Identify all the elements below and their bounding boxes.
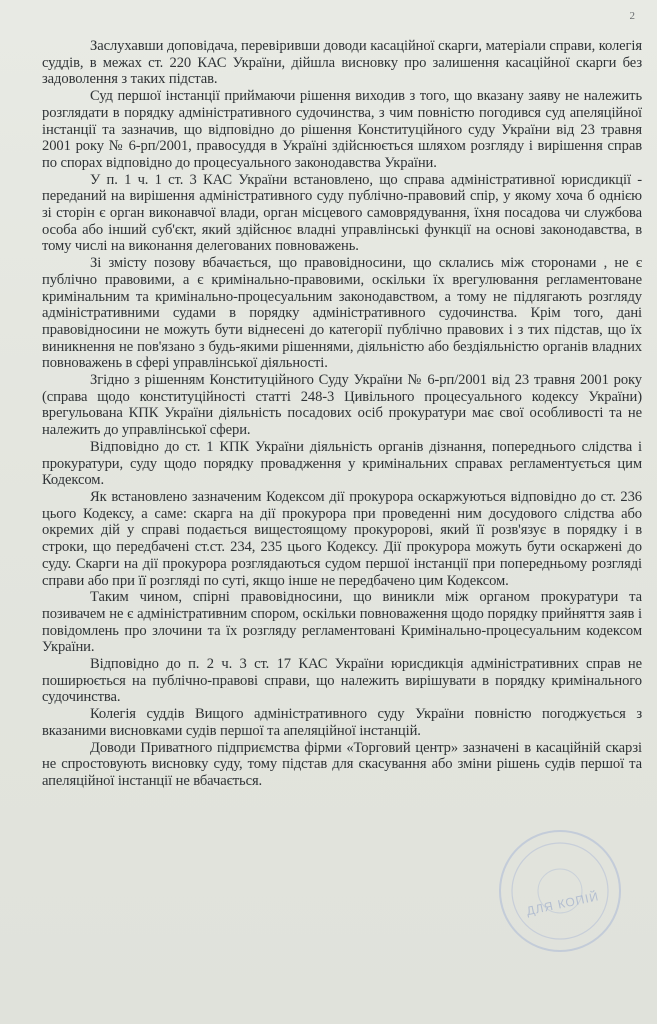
paragraph-prosecutor-actions: Як встановлено зазначеним Кодексом дії прокурора оскаржуються відповідно до ст. 236 цього Кодексу, а саме: скарга на дії прокурора при проведенні ним досудового слідства або окремих дій у справі подається вищестоящому прокуророві, який її розв'язує в порядку і в строки, що передбачені ст.ст. 234, 235 цього Кодексу. Дії прокурора можуть бути оскаржені до суду. Скарги на дії прокурора розглядаються судом першої інстанції при попередньому розгляді справи або при її розгляді по суті, якщо інше не передбачено цим Кодексом.	[42, 488, 642, 589]
paragraph-constitutional-court: Згідно з рішенням Конституційного Суду України № 6-рп/2001 від 23 травня 2001 року (справа щодо конституційності статті 248-3 Цивільного процесуального кодексу України) врегульована КПК України діяльність посадових осіб прокуратури має свої особливості та не належить до управлінської сфери.	[42, 372, 642, 439]
paragraph-kpk-article-1: Відповідно до ст. 1 КПК України діяльність органів дізнання, попереднього слідства і прокуратури, суду щодо порядку провадження у кримінальних справах регламентується цим Кодексом.	[42, 438, 642, 489]
stamp-text: ДЛЯ КОПІЙ	[525, 889, 601, 919]
stamp-seal-icon	[495, 826, 625, 956]
paragraph-kas-article-17: Відповідно до п. 2 ч. 3 ст. 17 КАС України юрисдикція адміністративних справ не поширюється на публічно-правові справи, що належить вирішувати в порядку кримінального судочинства.	[42, 656, 642, 706]
paragraph-appeal-arguments: Доводи Приватного підприємства фірми «Торговий центр» зазначені в касаційній скарзі не спростовують висновку суду, тому підстав для скасування або зміни рішень судів першої та апеляційної інстанції не вбачається.	[42, 739, 642, 789]
paragraph-hearing: Заслухавши доповідача, перевіривши доводи касаційної скарги, матеріали справи, колегія суддів, в межах ст. 220 КАС України, дійшла висновку про залишення касаційної скарги без задоволення з таких підстав.	[42, 38, 642, 88]
paragraph-kas-article-3: У п. 1 ч. 1 ст. 3 КАС України встановлено, що справа адміністративної юрисдикції - переданий на вирішення адміністративного суду публічно-правовий спір, у якому хоча б однією зі сторін є орган виконавчої влади, орган місцевого самоврядування, їхня посадова чи службова особа або інший суб'єкт, який здійснює владні управлінські функції на основі законодавства, в тому числі на виконання делегованих повноважень.	[42, 171, 642, 255]
paragraph-panel-agrees: Колегія суддів Вищого адміністративного суду України повністю погоджується з вказаними висновками судів першої та апеляційної інстанцій.	[42, 706, 642, 739]
paragraph-conclusion: Таким чином, спірні правовідносини, що виникли між органом прокуратури та позивачем не є адміністративним спором, оскільки повноваження щодо порядку прийняття заяв і повідомлень про злочини та їх розгляду регламентовані Кримінально-процесуальним кодексом України.	[42, 589, 642, 656]
document-body	[42, 38, 642, 790]
paragraph-claim-content: Зі змісту позову вбачається, що правовідносини, що склались між сторонами , не є публічно правовими, а є кримінально-правовими, оскільки їх врегулювання регламентоване кримінальним та кримінально-процесуальним законодавством, а тому не підлягають розгляду адміністративними судами в порядку адміністративного судочинства. Крім того, дані правовідносини не можуть бути віднесені до категорії публічно правових і з тих підстав, що їх виникнення не пов'язано з будь-якими рішеннями, діяльністю або бездіяльністю органів владних повноважень в сфері управлінської діяльності.	[42, 255, 642, 372]
page-number: 2	[629, 10, 635, 22]
paragraph-first-instance: Суд першої інстанції приймаючи рішення виходив з того, що вказану заяву не належить розглядати в порядку адміністративного судочинства, з чим повністю погодився суд апеляційної інстанції та зазначив, що відповідно до рішення Конституційного суду України від 23 травня 2001 року № 6-рп/2001, правосуддя в Україні здійснюється шляхом розгляду і вирішення справ по спорах відповідно до процесуального законодавства України.	[42, 88, 642, 171]
copy-stamp	[495, 826, 625, 956]
